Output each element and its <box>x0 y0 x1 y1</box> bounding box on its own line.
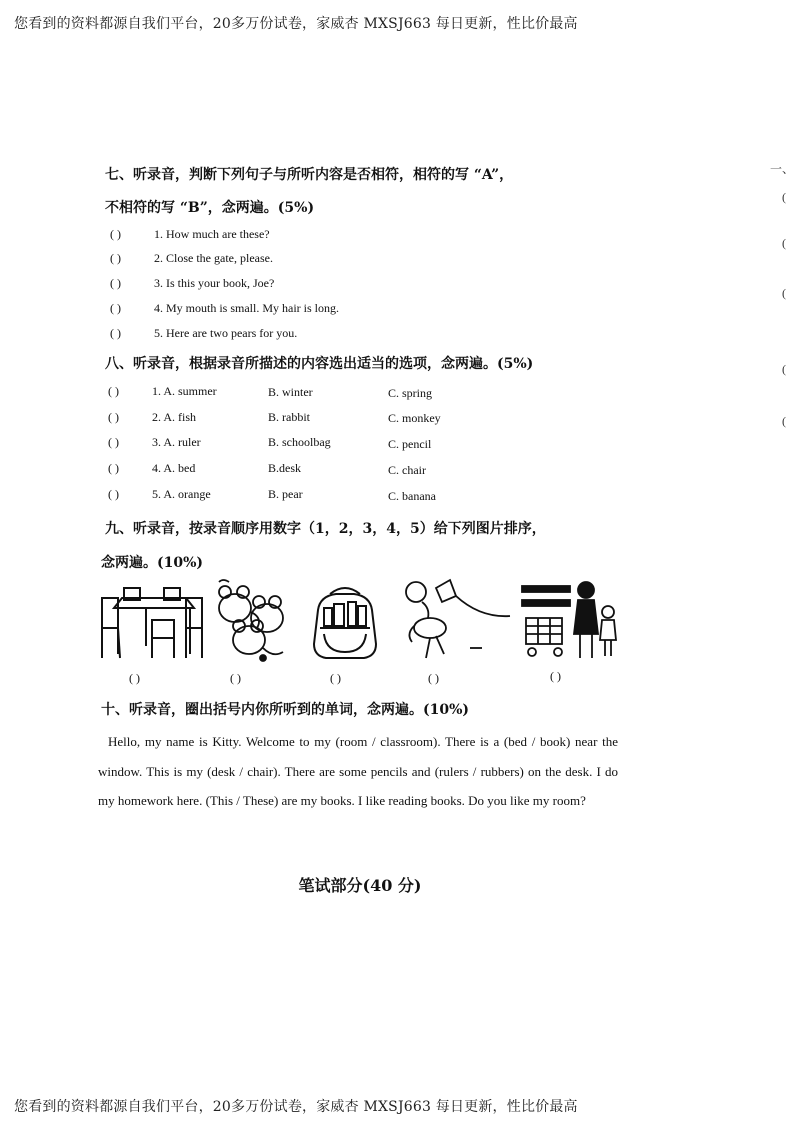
table-chairs-picture <box>100 584 204 660</box>
listening-passage <box>98 727 618 816</box>
sec8-option-b: B. pear <box>268 487 303 501</box>
picture-answer-blank[interactable]: ( ) <box>550 669 561 683</box>
sec8-option-c: C. spring <box>388 386 433 400</box>
sec8-option-b: B. winter <box>268 385 313 399</box>
sec7-item: ( ) 4. My mouth is small. My hair is long. <box>110 301 340 315</box>
child-kite-picture <box>400 578 512 662</box>
sec7-item: ( ) 2. Close the gate, please. <box>110 251 273 265</box>
picture-answer-blank[interactable]: ( ) <box>330 671 341 685</box>
answer-blank[interactable]: ( ) <box>110 251 121 265</box>
answer-blank[interactable]: ( ) <box>108 410 119 424</box>
sec8-option-c: C. monkey <box>388 411 441 425</box>
picture-answer-blank[interactable]: ( ) <box>428 671 439 685</box>
schoolbag-picture <box>306 582 384 662</box>
sec8-option-c: C. chair <box>388 463 426 477</box>
sec8-option-b: B.desk <box>268 461 301 475</box>
edge-paren: ( <box>782 362 786 376</box>
section-9-title-cont: 念两遍。(10%) <box>101 555 204 571</box>
sec8-option-c: C. pencil <box>388 437 432 451</box>
edge-mark: 一、 <box>770 162 794 176</box>
answer-blank[interactable]: ( ) <box>108 487 119 501</box>
sec7-item: ( ) 5. Here are two pears for you. <box>110 326 298 340</box>
sec8-row: ( ) 2. A. fish <box>108 410 197 424</box>
mice-picture <box>213 578 289 662</box>
answer-blank[interactable]: ( ) <box>110 326 121 340</box>
section-7-title: 七、听录音，判断下列句子与所听内容是否相符，相符的写 “A”， <box>105 167 514 183</box>
picture-answer-blank[interactable]: ( ) <box>230 671 241 685</box>
edge-paren: ( <box>782 286 786 300</box>
sec7-item: ( ) 1. How much are these? <box>110 227 270 241</box>
picture-answer-blank[interactable]: ( ) <box>129 671 140 685</box>
passage-text: Hello, my name is Kitty. Welcome to my (room / classroom). There is a (bed / book) near the window. This is my (desk / chair). There are some pencils and (rulers / rubbers) on the desk. I do my homework here. (This / These) are my books. I like reading books. Do you like my room? <box>98 734 618 808</box>
answer-blank[interactable]: ( ) <box>108 435 119 449</box>
shopping-picture <box>518 578 622 662</box>
sec8-row: ( ) 4. A. bed <box>108 461 196 475</box>
edge-paren: ( <box>782 236 786 250</box>
top-banner: 您看到的资料都源自我们平台，20多万份试卷，家威杏 MXSJ663 每日更新，性比价最高 <box>14 16 578 32</box>
answer-blank[interactable]: ( ) <box>110 276 121 290</box>
sec8-row: ( ) 5. A. orange <box>108 487 211 501</box>
sec8-option-b: B. schoolbag <box>268 435 331 449</box>
section-9-title: 九、听录音，按录音顺序用数字（1，2，3，4，5）给下列图片排序， <box>105 521 546 537</box>
answer-blank[interactable]: ( ) <box>108 384 119 398</box>
sec8-row: ( ) 3. A. ruler <box>108 435 201 449</box>
section-8-title: 八、听录音，根据录音所描述的内容选出适当的选项，念两遍。(5%) <box>105 356 534 372</box>
sec8-row: ( ) 1. A. summer <box>108 384 217 398</box>
answer-blank[interactable]: ( ) <box>110 227 121 241</box>
section-7-title-cont: 不相符的写 “B”，念两遍。(5%) <box>105 200 315 216</box>
edge-paren: ( <box>782 190 786 204</box>
section-10-title: 十、听录音，圈出括号内你所听到的单词，念两遍。(10%) <box>101 702 470 718</box>
sec8-option-c: C. banana <box>388 489 436 503</box>
edge-paren: ( <box>782 414 786 428</box>
sec8-option-b: B. rabbit <box>268 410 310 424</box>
bottom-banner: 您看到的资料都源自我们平台，20多万份试卷，家威杏 MXSJ663 每日更新，性比价最高 <box>14 1099 578 1115</box>
sec7-item: ( ) 3. Is this your book, Joe? <box>110 276 275 290</box>
written-section-title: 笔试部分(40 分) <box>298 876 422 895</box>
answer-blank[interactable]: ( ) <box>108 461 119 475</box>
answer-blank[interactable]: ( ) <box>110 301 121 315</box>
